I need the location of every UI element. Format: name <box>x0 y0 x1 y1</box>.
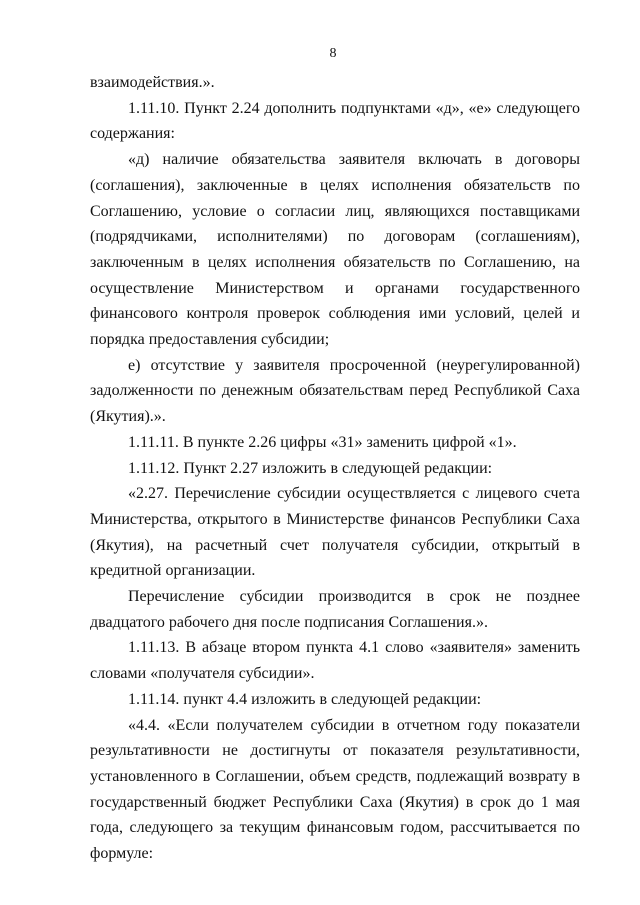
paragraph-subsidy-transfer: Перечисление субсидии производится в срок не позднее двадцатого рабочего дня после подписания Соглашения.». <box>90 588 580 631</box>
document-body <box>90 70 580 867</box>
paragraph-item-1-11-10: 1.11.10. Пункт 2.24 дополнить подпунктами «д», «е» следующего содержания: <box>90 99 580 143</box>
paragraph-clause-4-4: «4.4. «Если получателем субсидии в отчетном году показатели результативности не достигнуты от показателя результативности, установленного в Соглашении, объем средств, подлежащий возврату в государственный бюджет Республики Саха (Якутия) в срок до 1 мая года, следующего за текущим финансовым годом, рассчитывается по формуле: <box>90 716 580 863</box>
paragraph-subitem-d: «д) наличие обязательства заявителя включать в договоры (соглашения), заключенные в целях исполнения обязательств по Соглашению, условие о согласии лиц, являющихся поставщиками (подрядчиками, исполнителями) по договорам (соглашениям), заключенным в целях исполнения обязательств по Соглашению, на осуществление Министерством и органами государственного финансового контроля проверок соблюдения ими условий, целей и порядка предоставления субсидии; <box>90 151 580 349</box>
paragraph-clause-2-27: «2.27. Перечисление субсидии осуществляется с лицевого счета Министерства, открытого в Министерстве финансов Республики Саха (Якутия), на расчетный счет получателя субсидии, открытый в кредитной организации. <box>90 485 580 580</box>
paragraph-continuation: взаимодействия.». <box>90 74 215 91</box>
paragraph-subitem-e: е) отсутствие у заявителя просроченной (неурегулированной) задолженности по денежным обязательствам перед Республикой Саха (Якутия).». <box>90 356 580 426</box>
paragraph-item-1-11-14: 1.11.14. пункт 4.4 изложить в следующей редакции: <box>128 690 482 708</box>
paragraph-item-1-11-11: 1.11.11. В пункте 2.26 цифры «31» заменить цифрой «1». <box>128 433 517 451</box>
paragraph-item-1-11-13: 1.11.13. В абзаце втором пункта 4.1 слово «заявителя» заменить словами «получателя субсидии». <box>90 639 580 683</box>
page-number: 8 <box>329 46 337 61</box>
paragraph-item-1-11-12: 1.11.12. Пункт 2.27 изложить в следующей редакции: <box>128 459 493 477</box>
